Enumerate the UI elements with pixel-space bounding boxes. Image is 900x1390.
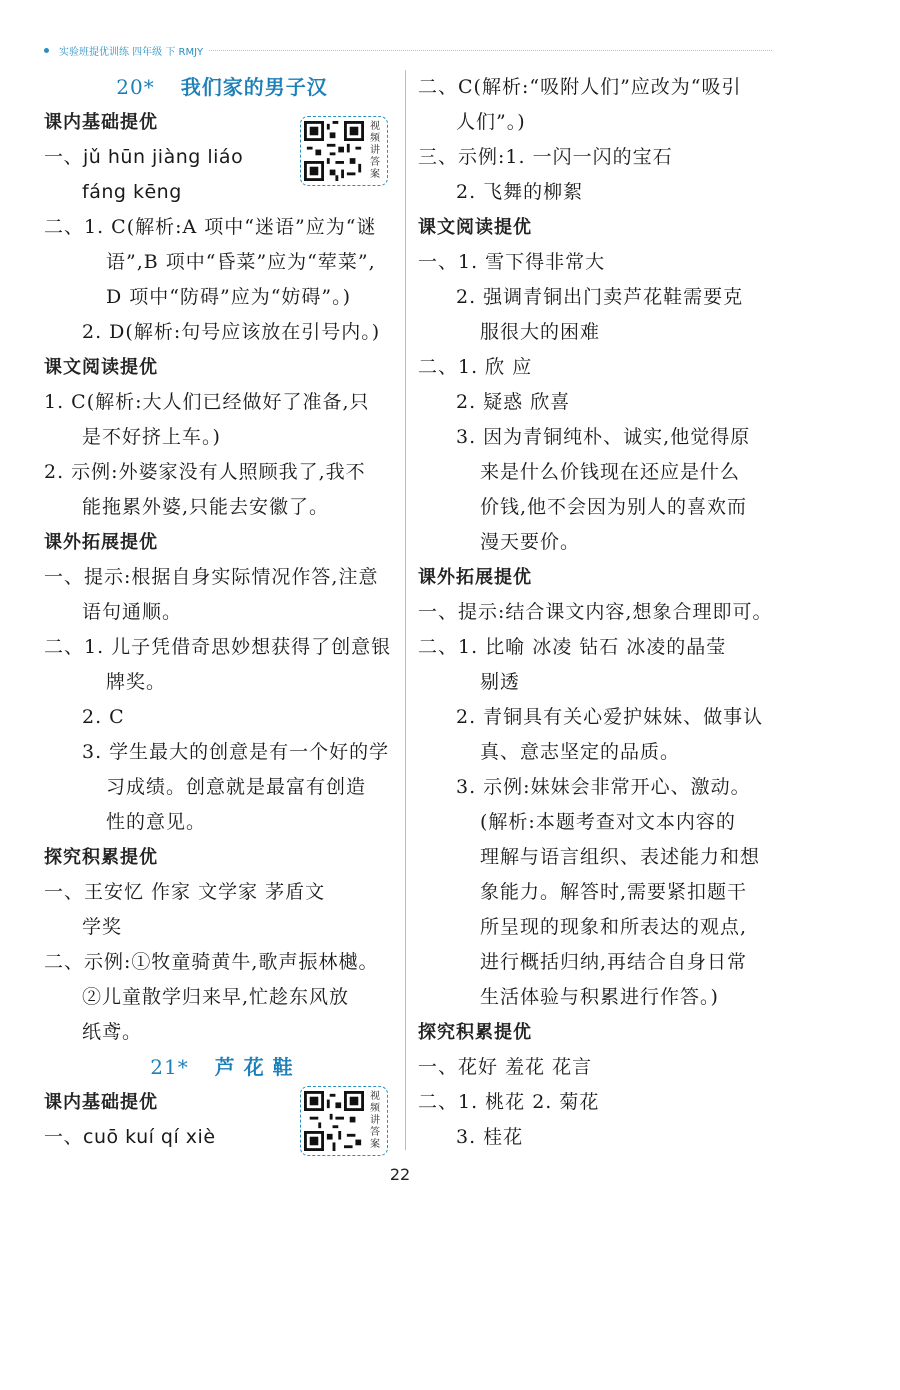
- lesson-number: 21*: [150, 1055, 189, 1079]
- qr-code-icon: [304, 121, 364, 181]
- qr-code-box-1[interactable]: [300, 116, 388, 186]
- lesson-title: [44, 70, 400, 105]
- qr-code-icon: [304, 1091, 364, 1151]
- section-heading: 课外拓展提优: [418, 567, 532, 588]
- answer-line: 三、示例:1. 一闪一闪的宝石: [418, 146, 673, 168]
- lesson-title-text: 我们家的男子汉: [180, 75, 328, 99]
- answer-line: 3. 学生最大的创意是有一个好的学: [82, 741, 390, 763]
- header-rule: [209, 49, 772, 51]
- answer-line: 二、1. 欣 应: [418, 356, 533, 378]
- answer-line: 象能力。解答时,需要紧扣题干: [480, 881, 748, 903]
- section-heading: 课外拓展提优: [44, 532, 158, 553]
- answer-line: 纸鸢。: [82, 1021, 143, 1043]
- section-heading: 课文阅读提优: [44, 357, 158, 378]
- answer-line: 人们”。): [456, 111, 526, 133]
- lesson-title: [44, 1050, 400, 1085]
- answer-line: 一、花好 羞花 花言: [418, 1056, 593, 1078]
- page-header: [44, 42, 772, 58]
- qr-label: 视频讲答案: [370, 1091, 380, 1150]
- answer-line: 2. 青铜具有关心爱护妹妹、做事认: [456, 706, 764, 728]
- qr-code-box-2[interactable]: [300, 1086, 388, 1156]
- section-heading: 探究积累提优: [418, 1022, 532, 1043]
- section-heading: 课文阅读提优: [418, 217, 532, 238]
- answer-line: 学奖: [82, 916, 123, 938]
- answer-line: 一、1. 雪下得非常大: [418, 251, 606, 273]
- pinyin-line: 一、jǔ hūn jiàng liáo: [44, 146, 244, 168]
- answer-line: 所呈现的现象和所表达的观点,: [480, 916, 748, 938]
- answer-line: ②儿童散学归来早,忙趁东风放: [82, 986, 350, 1008]
- header-bullet-icon: [44, 48, 49, 53]
- answer-line: 服很大的困难: [480, 321, 601, 343]
- answer-line: 来是什么价钱现在还应是什么: [480, 461, 741, 483]
- answer-line: 3. 桂花: [456, 1126, 524, 1148]
- section-heading: 课内基础提优: [44, 112, 158, 133]
- pinyin-line: fáng kēng: [82, 181, 182, 203]
- answer-line: 生活体验与积累进行作答。): [480, 986, 719, 1008]
- answer-line: 理解与语言组织、表述能力和想: [480, 846, 761, 868]
- answer-line: 语句通顺。: [82, 601, 183, 623]
- section-heading: 课内基础提优: [44, 1092, 158, 1113]
- answer-line: 真、意志坚定的品质。: [480, 741, 681, 763]
- answer-line: 一、提示:结合课文内容,想象合理即可。: [418, 601, 773, 623]
- answer-line: 能拖累外婆,只能去安徽了。: [82, 496, 330, 518]
- header-text: 实验班提优训练 四年级 下 RMJY: [59, 46, 204, 58]
- answer-line: 1. C(解析:大人们已经做好了准备,只: [44, 391, 370, 413]
- lesson-number: 20*: [116, 75, 155, 99]
- answer-line: 3. 因为青铜纯朴、诚实,他觉得原: [456, 426, 751, 448]
- page-number: 22: [389, 1165, 411, 1184]
- answer-line: 2. 示例:外婆家没有人照顾我了,我不: [44, 461, 366, 483]
- answer-line: 2. 强调青铜出门卖芦花鞋需要克: [456, 286, 744, 308]
- answer-line: (解析:本题考查对文本内容的: [480, 811, 736, 833]
- answer-line: 进行概括归纳,再结合自身日常: [480, 951, 748, 973]
- section-heading: 探究积累提优: [44, 847, 158, 868]
- answer-line: 2. 飞舞的柳絮: [456, 181, 584, 203]
- answer-line: 性的意见。: [106, 811, 207, 833]
- answer-line: 二、1. C(解析:A 项中“迷语”应为“谜: [44, 216, 377, 238]
- answer-line: 二、1. 桃花 2. 菊花: [418, 1091, 600, 1113]
- column-divider: [405, 70, 406, 1150]
- answer-line: 剔透: [480, 671, 521, 693]
- left-column: [44, 70, 400, 1155]
- right-column: [418, 70, 780, 1155]
- answer-line: 一、王安忆 作家 文学家 茅盾文: [44, 881, 326, 903]
- answer-line: 是不好挤上车。): [82, 426, 221, 448]
- answer-line: 2. D(解析:句号应该放在引号内。): [82, 321, 381, 343]
- lesson-title-text: 芦 花 鞋: [214, 1055, 294, 1079]
- answer-line: 牌奖。: [106, 671, 167, 693]
- answer-line: D 项中“防碍”应为“妨碍”。): [106, 286, 352, 308]
- answer-line: 漫天要价。: [480, 531, 581, 553]
- answer-line: 3. 示例:妹妹会非常开心、激动。: [456, 776, 751, 798]
- answer-line: 2. C: [82, 706, 125, 728]
- answer-line: 习成绩。创意就是最富有创造: [106, 776, 367, 798]
- answer-line: 2. 疑惑 欣喜: [456, 391, 571, 413]
- answer-line: 一、提示:根据自身实际情况作答,注意: [44, 566, 379, 588]
- answer-line: 二、1. 儿子凭借奇思妙想获得了创意银: [44, 636, 392, 658]
- answer-line: 二、1. 比喻 冰凌 钻石 冰凌的晶莹: [418, 636, 727, 658]
- answer-line: 二、C(解析:“吸附人们”应改为“吸引: [418, 76, 742, 98]
- answer-line: 二、示例:①牧童骑黄牛,歌声振林樾。: [44, 951, 379, 973]
- answer-line: 语”,B 项中“昏菜”应为“荤菜”,: [106, 251, 376, 273]
- answer-line: 价钱,他不会因为别人的喜欢而: [480, 496, 748, 518]
- pinyin-line: 一、cuō kuí qí xiè: [44, 1126, 216, 1148]
- qr-label: 视频讲答案: [370, 121, 380, 180]
